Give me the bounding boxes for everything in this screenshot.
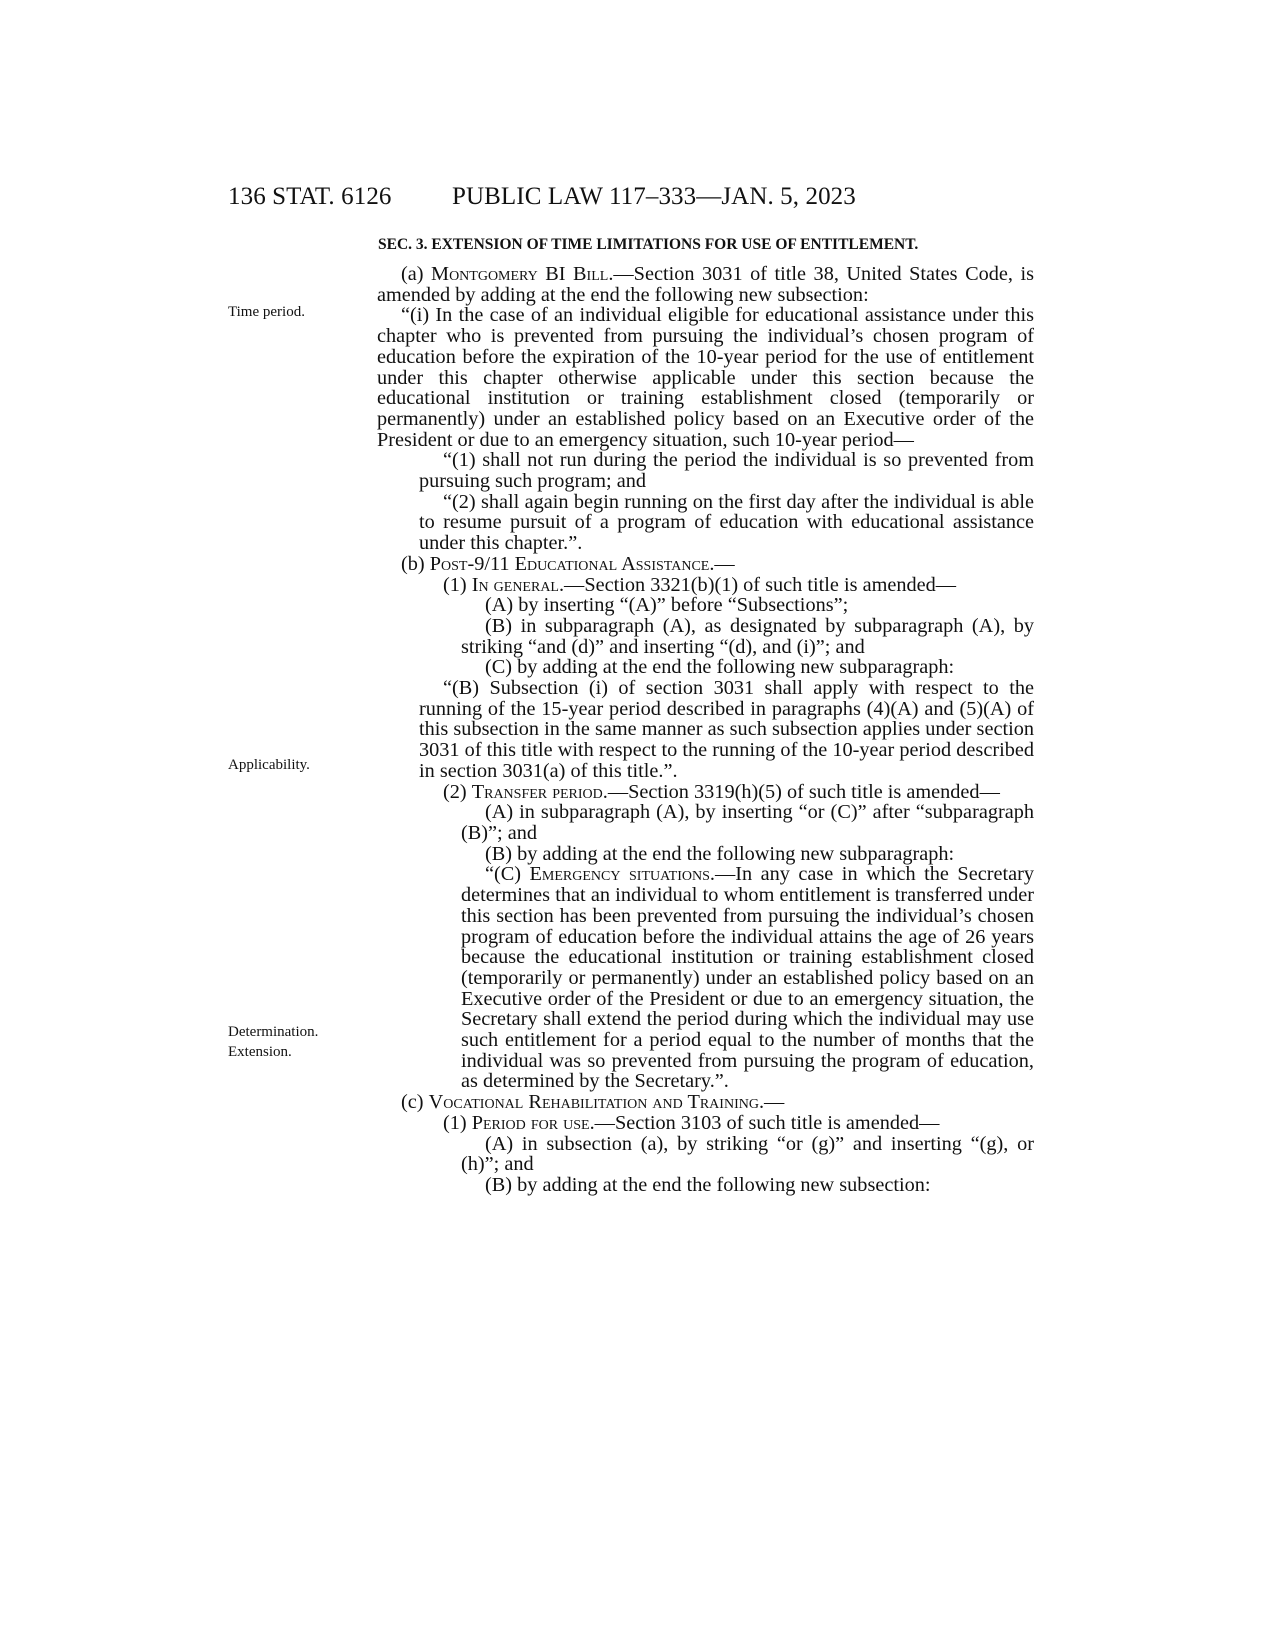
quoted-paragraph-1: “(1) shall not run during the period the individual is so prevented from pursuing such program; and: [419, 449, 1034, 493]
subparagraph-b1A: (A) by inserting “(A)” before “Subsections”;: [485, 594, 849, 617]
margin-note-time-period: Time period.: [228, 304, 305, 320]
subparagraph-b2A: (A) in subparagraph (A), by inserting “or (C)” after “subparagraph (B)”; and: [461, 801, 1034, 844]
section-heading: SEC. 3. EXTENSION OF TIME LIMITATIONS FOR USE OF ENTITLEMENT.: [378, 236, 919, 253]
quoted-paragraph-2: “(2) shall again begin running on the first day after the individual is able to resume pursuit of a program of education with educational assistance under this chapter.”.: [419, 490, 1034, 555]
paragraph-b2: (2) Transfer period.—Section 3319(h)(5) of such title is amended—: [443, 780, 1000, 803]
statute-page-number: 136 STAT. 6126: [228, 183, 392, 210]
subparagraph-b1C: (C) by adding at the end the following new subparagraph:: [485, 656, 955, 679]
margin-note-extension: Extension.: [228, 1044, 292, 1060]
quoted-subparagraph-C: “(C) Emergency situations.—In any case in which the Secretary determines that an individual to whom entitlement is transferred under this section has been prevented from pursuing the individual’s chosen program of education before the individual attains the age of 26 years because the educational institution or training establishment closed (temporarily or permanently) under an established policy based on an Executive order of the President or due to an emergency situation, the Secretary shall extend the period during which the individual may use such entitlement for a period equal to the number of months that the individual was so prevented from pursuing the program of education, as determined by the Secretary.”.: [461, 863, 1034, 1093]
margin-note-applicability: Applicability.: [228, 757, 310, 773]
subsection-b-heading: (b) Post-9/11 Educational Assistance.—: [401, 552, 735, 575]
paragraph-c1: (1) Period for use.—Section 3103 of such title is amended—: [443, 1111, 940, 1134]
margin-note-determination-extension: [228, 1022, 318, 1062]
subparagraph-c1B: (B) by adding at the end the following new subsection:: [485, 1173, 931, 1196]
margin-note-determination: Determination.: [228, 1024, 319, 1040]
quoted-subsection-i: “(i) In the case of an individual eligible for educational assistance under this chapter who is prevented from pursuing the individual’s chosen program of education before the expiration of the 10-year period for the use of entitlement under this chapter otherwise applicable under this section because the educational institution or training establishment closed (temporarily or permanently) under an established policy based on an Executive order of the President or due to an emergency situation, such 10-year period—: [377, 304, 1034, 451]
subsection-a-heading: Montgomery BI Bill: [431, 263, 609, 285]
subsection-a-intro: (a) Montgomery BI Bill.—Section 3031 of title 38, United States Code, is amended by adding at the end the following new subsection:: [377, 263, 1034, 306]
section-body: [377, 264, 1034, 1196]
paragraph-b1: (1) In general.—Section 3321(b)(1) of such title is amended—: [443, 573, 957, 596]
subsection-c-heading: (c) Vocational Rehabilitation and Training.—: [401, 1091, 785, 1114]
quoted-subparagraph-B: “(B) Subsection (i) of section 3031 shall apply with respect to the running of the 15-year period described in paragraphs (4)(A) and (5)(A) of this subsection in the same manner as such subsection applies under section 3031 of this title with respect to the running of the 10-year period described in section 3031(a) of this title.”.: [419, 677, 1034, 782]
public-law-header: PUBLIC LAW 117–333—JAN. 5, 2023: [452, 183, 856, 210]
subparagraph-b1B: (B) in subparagraph (A), as designated by subparagraph (A), by striking “and (d)” and inserting “(d), and (i)”; and: [461, 614, 1034, 658]
subparagraph-b2B: (B) by adding at the end the following new subparagraph:: [485, 842, 955, 865]
subparagraph-c1A: (A) in subsection (a), by striking “or (g)” and inserting “(g), or (h)”; and: [461, 1132, 1034, 1176]
